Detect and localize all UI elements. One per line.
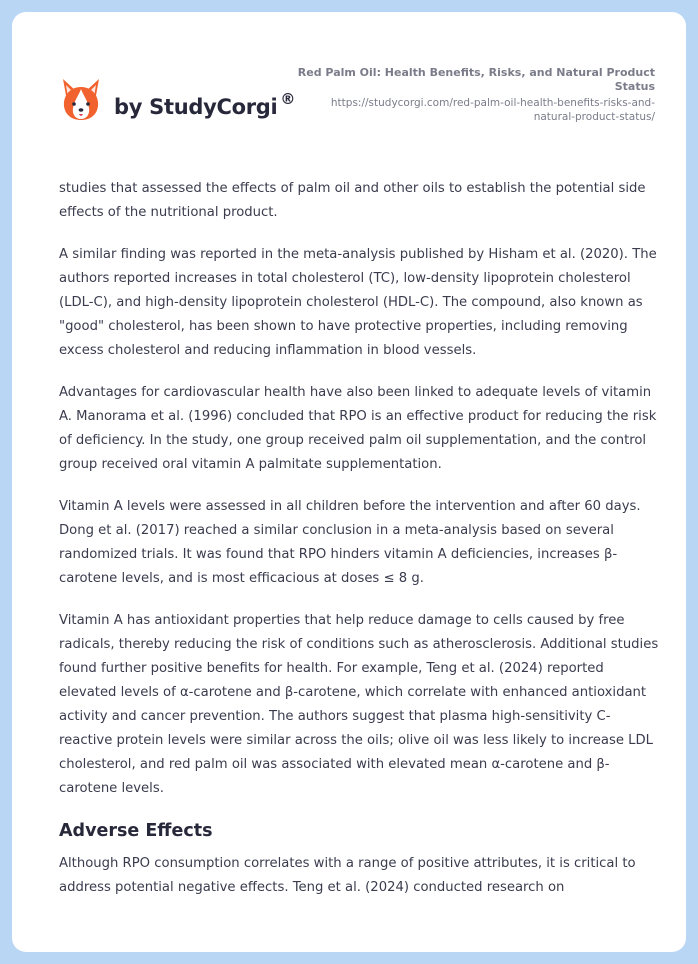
- brand-name: [114, 90, 296, 119]
- section-heading: Adverse Effects: [59, 821, 213, 841]
- paragraph: Although RPO consumption correlates with a range of positive attributes, it is critical to address potential negative effects. Teng et al. (2024) conducted research on: [59, 856, 636, 895]
- brand-text: by StudyCorgi: [114, 95, 278, 119]
- paragraph: Vitamin A levels were assessed in all children before the intervention and after 60 days. Dong et al. (2017) reached a similar conclusion in a meta-analysis based on several randomized trials. It was found that RPO hinders vitamin A deficiencies, increases β-carotene levels, and is most efficacious at doses ≤ 8 g.: [59, 499, 641, 586]
- paragraph: A similar finding was reported in the meta-analysis published by Hisham et al. (2020). The authors reported increases in total cholesterol (TC), low-density lipoprotein cholesterol (LDL-C), and high-density lipoprotein cholesterol (HDL-C). The compound, also known as "good" cholesterol, has been shown to have protective properties, including removing excess cholesterol and reducing inflammation in blood vessels.: [59, 247, 657, 358]
- document-page: [12, 12, 686, 952]
- document-url[interactable]: https://studycorgi.com/red-palm-oil-health-benefits-risks-and-natural-product-status/: [330, 97, 655, 123]
- paragraph: Vitamin A has antioxidant properties that help reduce damage to cells caused by free radicals, thereby reducing the risk of conditions such as atherosclerosis. Additional studies found further positive benefits for health. For example, Teng et al. (2024) reported elevated levels of α-carotene and β-carotene, which correlate with enhanced antioxidant activity and cancer prevention. The authors suggest that plasma high-sensitivity C-reactive protein levels were similar across the oils; olive oil was less likely to increase LDL cholesterol, and red palm oil was associated with elevated mean α-carotene and β-carotene levels.: [59, 613, 659, 796]
- paragraph: Advantages for cardiovascular health have also been linked to adequate levels of vitamin A. Manorama et al. (1996) concluded that RPO is an effective product for reducing the risk of deficiency. In the study, one group received palm oil supplementation, and the control group received oral vitamin A palmitate supplementation.: [59, 385, 657, 472]
- article-body: [59, 177, 659, 918]
- page-header: [12, 12, 686, 152]
- registered-mark: ®: [280, 90, 296, 108]
- paragraph: studies that assessed the effects of palm oil and other oils to establish the potential side effects of the nutritional product.: [59, 181, 646, 220]
- document-title: Red Palm Oil: Health Benefits, Risks, and Natural Product Status: [297, 66, 655, 93]
- studycorgi-logo[interactable]: [60, 74, 310, 134]
- document-meta: [295, 66, 655, 124]
- corgi-logo-icon: [60, 77, 102, 121]
